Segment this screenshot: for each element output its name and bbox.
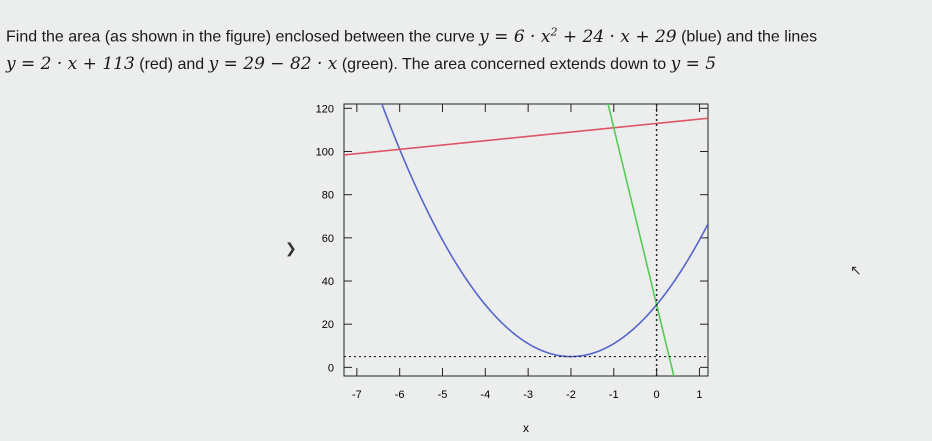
cursor-arrow-icon: ❯ bbox=[285, 240, 297, 256]
x-tick-label: 0 bbox=[653, 389, 660, 401]
x-tick-label: -3 bbox=[523, 389, 534, 401]
problem-text bbox=[6, 18, 926, 78]
y-tick-label: 120 bbox=[315, 103, 334, 116]
problem-part2: (blue) and the lines bbox=[681, 28, 818, 46]
bottom-bound-equation: y = 5 bbox=[670, 53, 717, 74]
y-tick-label: 60 bbox=[321, 232, 334, 245]
x-tick-label: -5 bbox=[437, 389, 448, 401]
y-tick-label: 80 bbox=[321, 189, 334, 202]
line-red bbox=[344, 118, 708, 155]
x-tick-label: 1 bbox=[696, 389, 703, 401]
x-axis-label: x bbox=[523, 421, 529, 435]
problem-part1: Find the area (as shown in the figure) enclosed between the curve bbox=[6, 28, 475, 46]
x-tick-label: -2 bbox=[566, 389, 576, 401]
curve-equation: $y = 6 \cdot x^2 + 24 \cdot x + 29$ bbox=[479, 25, 677, 47]
x-tick-label: -7 bbox=[351, 389, 362, 401]
y-tick-label: 100 bbox=[315, 146, 334, 159]
problem-part3: (red) and bbox=[139, 55, 205, 73]
cursor-pointer-icon: ↖ bbox=[850, 262, 862, 278]
curve-blue bbox=[344, 95, 708, 357]
problem-part4: (green). The area concerned extends down to bbox=[341, 55, 667, 73]
y-tick-label: 40 bbox=[321, 276, 334, 289]
x-tick-label: -1 bbox=[608, 389, 619, 401]
x-tick-label: -4 bbox=[480, 389, 491, 401]
red-line-equation: y = 2 · x + 113 bbox=[6, 53, 135, 74]
y-tick-label: 0 bbox=[327, 362, 334, 375]
y-tick-label: 20 bbox=[321, 319, 334, 332]
x-tick-label: -6 bbox=[394, 389, 405, 401]
area-plot bbox=[300, 95, 730, 435]
green-line-equation: y = 29 − 82 · x bbox=[208, 53, 338, 74]
